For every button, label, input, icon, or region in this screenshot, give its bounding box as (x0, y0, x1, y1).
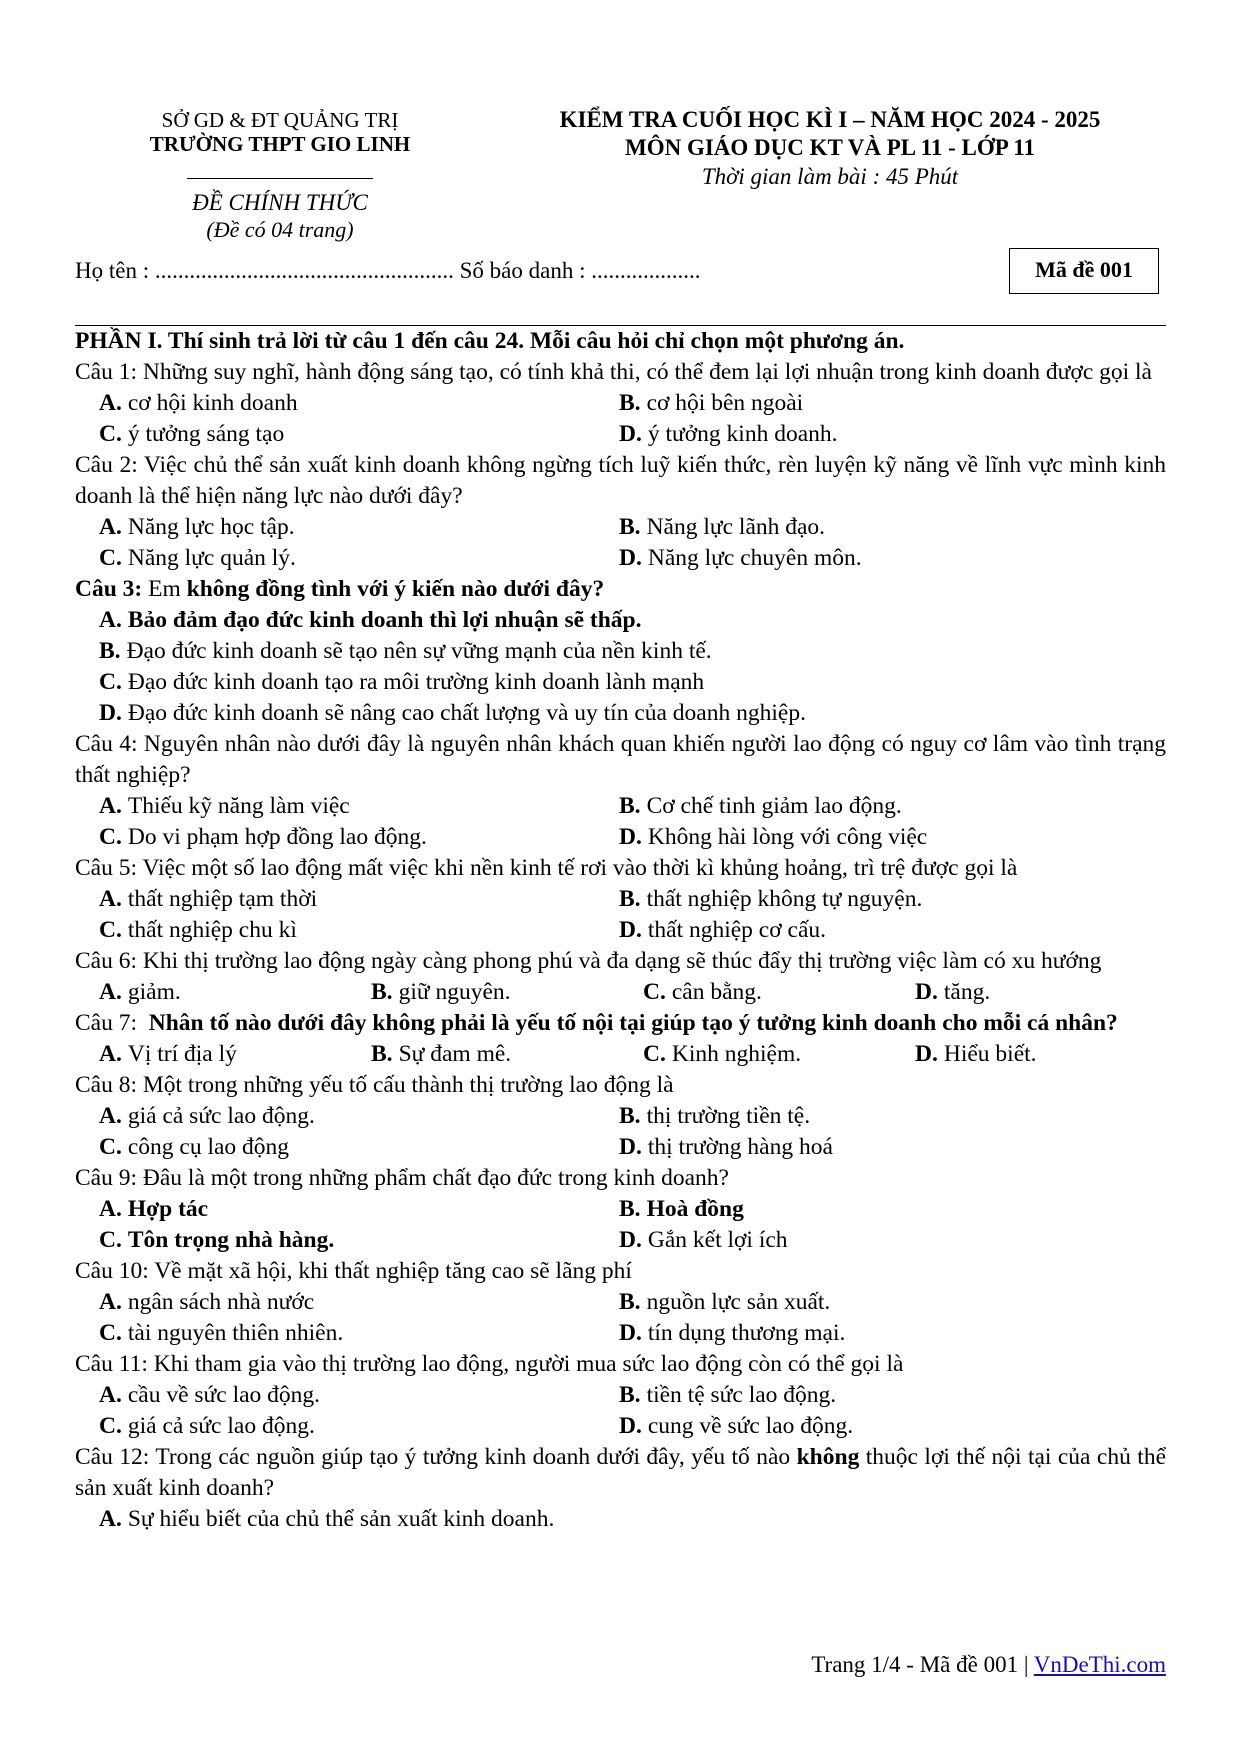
options-row (75, 1318, 1166, 1349)
option-a: A. Thiếu kỹ năng làm việc (99, 793, 350, 819)
option-d: D. Đạo đức kinh doanh sẽ nâng cao chất lượng và uy tín của doanh nghiệp. (99, 700, 806, 726)
option-c: C. Do vi phạm hợp đồng lao động. (99, 824, 427, 850)
header-divider (187, 178, 373, 179)
option-c: C. Đạo đức kinh doanh tạo ra môi trường kinh doanh lành mạnh (99, 669, 705, 695)
option-a: A. Bảo đảm đạo đức kinh doanh thì lợi nhuận sẽ thấp. (99, 607, 642, 633)
option-b: B. giữ nguyên. (371, 979, 511, 1005)
option-c: C. thất nghiệp chu kì (99, 917, 297, 943)
question-6: Câu 6: Khi thị trường lao động ngày càng phong phú và đa dạng sẽ thúc đẩy thị trường việc làm có xu hướng (75, 948, 1102, 974)
official-label: ĐỀ CHÍNH THỨC (192, 190, 368, 215)
option-b: B. tiền tệ sức lao động. (619, 1382, 837, 1408)
option-b: B. Năng lực lãnh đạo. (619, 514, 826, 540)
question-11: Câu 11: Khi tham gia vào thị trường lao động, người mua sức lao động còn có thể gọi là (75, 1351, 904, 1377)
name-field: Họ tên : .................................................... (75, 258, 454, 283)
option-c: C. tài nguyên thiên nhiên. (99, 1320, 344, 1346)
option-b: B. cơ hội bên ngoài (619, 390, 804, 416)
exam-title: KIỂM TRA CUỐI HỌC KÌ I – NĂM HỌC 2024 - 2025 (559, 107, 1101, 132)
option-a: A. Hợp tác (99, 1196, 209, 1222)
header-left (120, 108, 440, 243)
options-row (75, 822, 1166, 853)
question-10: Câu 10: Về mặt xã hội, khi thất nghiệp tăng cao sẽ lãng phí (75, 1258, 632, 1284)
option-b: B. thị trường tiền tệ. (619, 1103, 811, 1129)
question-7: Câu 7: Nhân tố nào dưới đây không phải là yếu tố nội tại giúp tạo ý tưởng kinh doanh cho mỗi cá nhân? (75, 1010, 1118, 1036)
options-row (75, 388, 1166, 419)
option-d: D. thị trường hàng hoá (619, 1134, 833, 1160)
option-a: A. cơ hội kinh doanh (99, 390, 298, 416)
option-d: D. Gắn kết lợi ích (619, 1227, 788, 1253)
school-name: TRƯỜNG THPT GIO LINH (149, 132, 411, 156)
option-d: D. tăng. (915, 979, 991, 1005)
option-c: C. giá cả sức lao động. (99, 1413, 315, 1439)
option-d: D. cung về sức lao động. (619, 1413, 854, 1439)
options-row (75, 1039, 1166, 1070)
option-a: A. cầu về sức lao động. (99, 1382, 321, 1408)
option-d: D. Hiểu biết. (915, 1041, 1037, 1067)
question-5: Câu 5: Việc một số lao động mất việc khi nền kinh tế rơi vào thời kì khủng hoảng, trì trệ được gọi là (75, 855, 1018, 881)
options-row (75, 884, 1166, 915)
footer-link[interactable]: VnDeThi.com (1033, 1652, 1166, 1677)
question-3: Câu 3: Em không đồng tình với ý kiến nào dưới đây? (75, 576, 605, 602)
option-a: A. Sự hiểu biết của chủ thể sản xuất kinh doanh. (99, 1506, 555, 1532)
department-name: SỞ GD & ĐT QUẢNG TRỊ (161, 108, 399, 132)
option-b: B. Cơ chế tinh giảm lao động. (619, 793, 902, 819)
header-right (530, 106, 1130, 192)
option-a: A. giá cả sức lao động. (99, 1103, 315, 1129)
question-2: Câu 2: Việc chủ thể sản xuất kinh doanh không ngừng tích luỹ kiến thức, rèn luyện kỹ năng về lĩnh vực mình kinh doanh là thể hiện năng lực nào dưới đây? (75, 452, 1166, 509)
option-d: D. Năng lực chuyên môn. (619, 545, 862, 571)
options-row (75, 1194, 1166, 1225)
options-row (75, 791, 1166, 822)
subject-title: MÔN GIÁO DỤC KT VÀ PL 11 - LỚP 11 (624, 135, 1035, 160)
options-row (75, 977, 1166, 1008)
option-d: D. thất nghiệp cơ cấu. (619, 917, 827, 943)
option-a: A. thất nghiệp tạm thời (99, 886, 318, 912)
option-d: D. tín dụng thương mại. (619, 1320, 846, 1346)
option-c: C. cân bằng. (643, 979, 762, 1005)
question-4: Câu 4: Nguyên nhân nào dưới đây là nguyên nhân khách quan khiến người lao động có nguy cơ lâm vào tình trạng thất nghiệp? (75, 731, 1166, 788)
footer-text: Trang 1/4 - Mã đề 001 | (811, 1652, 1034, 1677)
option-c: C. Kinh nghiệm. (643, 1041, 802, 1067)
question-12: Câu 12: Trong các nguồn giúp tạo ý tưởng kinh doanh dưới đây, yếu tố nào không thuộc lợi thế nội tại của chủ thể sản xuất kinh doanh? (75, 1444, 1166, 1501)
option-b: B. Sự đam mê. (371, 1041, 512, 1067)
id-field: Số báo danh : ................... (459, 258, 701, 283)
option-a: A. giảm. (99, 979, 181, 1005)
options-row (75, 1101, 1166, 1132)
exam-code-box: Mã đề 001 (1009, 248, 1159, 294)
question-9: Câu 9: Đâu là một trong những phẩm chất đạo đức trong kinh doanh? (75, 1165, 729, 1191)
questions (75, 326, 1166, 1535)
options-row (75, 1287, 1166, 1318)
option-c: C. công cụ lao động (99, 1134, 290, 1160)
options-row (75, 1132, 1166, 1163)
options-row (75, 543, 1166, 574)
options-row (75, 915, 1166, 946)
pages-note: (Đề có 04 trang) (206, 217, 354, 242)
option-a: A. Năng lực học tập. (99, 514, 295, 540)
option-c: C. Tôn trọng nhà hàng. (99, 1227, 335, 1253)
question-8: Câu 8: Một trong những yếu tố cấu thành thị trường lao động là (75, 1072, 674, 1098)
option-c: C. Năng lực quản lý. (99, 545, 296, 571)
option-a: A. ngân sách nhà nước (99, 1289, 315, 1315)
options-row (75, 1380, 1166, 1411)
question-1: Câu 1: Những suy nghĩ, hành động sáng tạo, có tính khả thi, có thể đem lại lợi nhuận trong kinh doanh được gọi là (75, 359, 1152, 385)
option-b: B. Hoà đồng (619, 1196, 744, 1222)
options-row (75, 419, 1166, 450)
option-d: D. ý tưởng kinh doanh. (619, 421, 838, 447)
option-b: B. Đạo đức kinh doanh sẽ tạo nên sự vững mạnh của nền kinh tế. (99, 638, 712, 664)
option-c: C. ý tưởng sáng tạo (99, 421, 285, 447)
duration: Thời gian làm bài : 45 Phút (701, 164, 959, 189)
section-title: PHẦN I. Thí sinh trả lời từ câu 1 đến câu 24. Mỗi câu hỏi chỉ chọn một phương án. (75, 328, 905, 354)
option-b: B. nguồn lực sản xuất. (619, 1289, 831, 1315)
options-row (75, 1411, 1166, 1442)
student-info (75, 258, 700, 284)
option-a: A. Vị trí địa lý (99, 1041, 237, 1067)
option-d: D. Không hài lòng với công việc (619, 824, 928, 850)
options-row (75, 1225, 1166, 1256)
options-row (75, 512, 1166, 543)
option-b: B. thất nghiệp không tự nguyện. (619, 886, 923, 912)
page-footer (811, 1652, 1166, 1678)
